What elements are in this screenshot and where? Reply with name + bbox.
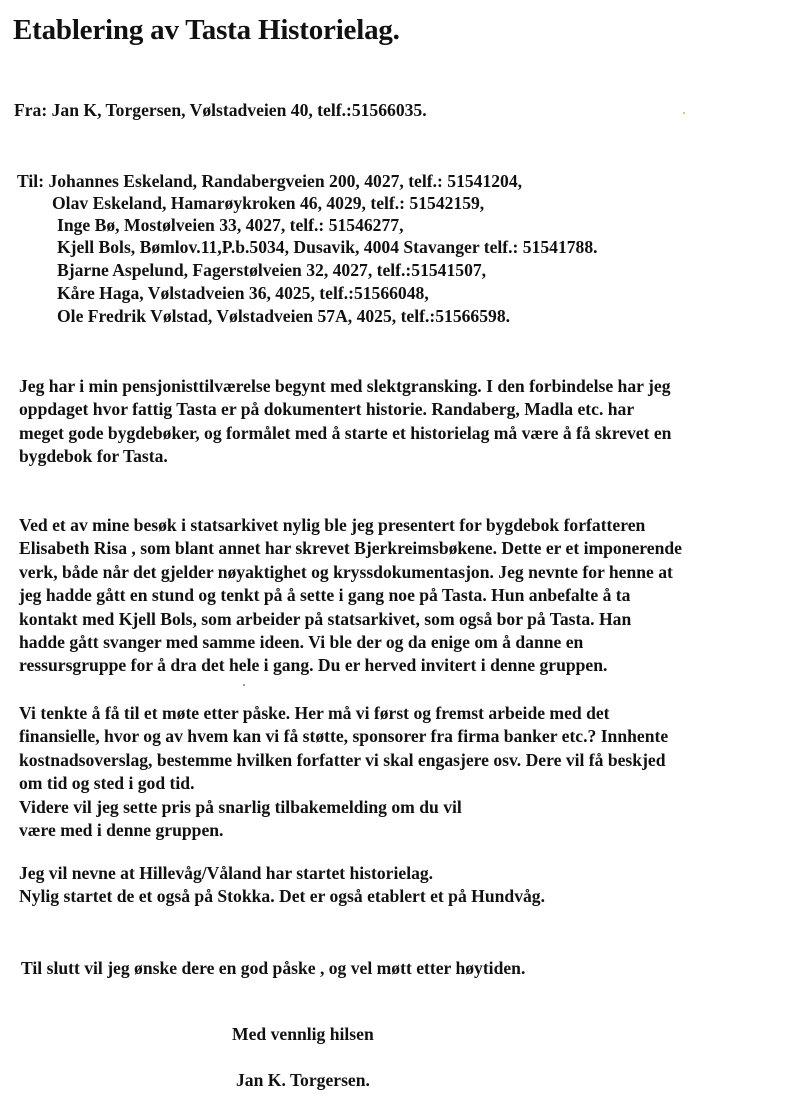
paragraph-line: Nylig startet de et også på Stokka. Det er også etablert et på Hundvåg. <box>19 886 545 907</box>
scan-speck <box>683 112 685 114</box>
paragraph-line: bygdebok for Tasta. <box>19 446 168 467</box>
paragraph-line: Elisabeth Risa , som blant annet har skrevet Bjerkreimsbøkene. Dette er et imponerende <box>19 538 682 559</box>
paragraph-line: oppdaget hvor fattig Tasta er på dokumentert historie. Randaberg, Madla etc. har <box>19 399 635 420</box>
paragraph-line: Ved et av mine besøk i statsarkivet nylig ble jeg presentert for bygdebok forfatteren <box>19 515 646 535</box>
paragraph-line: finansielle, hvor og av hvem kan vi få støtte, sponsorer fra firma banker etc.? Innhente <box>19 726 669 747</box>
document-title: Etablering av Tasta Historielag. <box>13 14 400 46</box>
recipient-line: Inge Bø, Mostølveien 33, 4027, telf.: 51546277, <box>57 215 404 235</box>
paragraph-intro <box>19 375 789 469</box>
closing-line: Til slutt vil jeg ønske dere en god påske , og vel møtt etter høytiden. <box>21 958 526 978</box>
paragraph-line: meget gode bygdebøker, og formålet med å starte et historielag må være å få skrevet en <box>19 422 672 443</box>
paragraph-statsarkivet <box>19 514 789 678</box>
paragraph-meeting <box>19 702 789 842</box>
greeting-line: Med vennlig hilsen <box>232 1024 374 1044</box>
paragraph-line: være med i denne gruppen. <box>19 820 224 841</box>
paragraph-line: om tid og sted i god tid. <box>19 773 195 794</box>
recipient-line: Til: Johannes Eskeland, Randabergveien 200, 4027, telf.: 51541204, <box>17 171 523 191</box>
paragraph-line: kostnadsoverslag, bestemme hvilken forfatter vi skal engasjere osv. Dere vil få beskjed <box>19 749 666 770</box>
paragraph-line: Jeg vil nevne at Hillevåg/Våland har startet historielag. <box>19 863 434 883</box>
recipient-line: Bjarne Aspelund, Fagerstølveien 32, 4027, telf.:51541507, <box>57 260 487 280</box>
sender-line: Fra: Jan K, Torgersen, Vølstadveien 40, telf.:51566035. <box>14 100 427 120</box>
recipient-line: Ole Fredrik Vølstad, Vølstadveien 57A, 4025, telf.:51566598. <box>57 306 511 326</box>
paragraph-line: Jeg har i min pensjonisttilværelse begynt med slektgransking. I den forbindelse har jeg <box>19 376 671 396</box>
recipient-line: Olav Eskeland, Hamarøykroken 46, 4029, telf.: 51542159, <box>52 193 485 213</box>
paragraph-line: jeg hadde gått en stund og tenkt på å sette i gang noe på Tasta. Hun anbefalte å ta <box>19 585 631 606</box>
signature-line: Jan K. Torgersen. <box>236 1070 370 1090</box>
recipient-line: Kjell Bols, Bømlov.11,P.b.5034, Dusavik, 4004 Stavanger telf.: 51541788. <box>57 237 598 257</box>
paragraph-line: hadde gått svanger med samme ideen. Vi ble der og da enige om å danne en <box>19 632 584 653</box>
paragraph-line: verk, både når det gjelder nøyaktighet og kryssdokumentasjon. Jeg nevnte for henne at <box>19 561 673 582</box>
recipient-line: Kåre Haga, Vølstadveien 36, 4025, telf.:51566048, <box>57 283 429 303</box>
paragraph-line: ressursgruppe for å dra det hele i gang. Du er herved invitert i denne gruppen. <box>19 655 608 676</box>
paragraph-line: Videre vil jeg sette pris på snarlig tilbakemelding om du vil <box>19 796 462 817</box>
paragraph-line: kontakt med Kjell Bols, som arbeider på statsarkivet, som også bor på Tasta. Han <box>19 608 632 629</box>
paragraph-line: Vi tenkte å få til et møte etter påske. Her må vi først og fremst arbeide med det <box>19 703 610 723</box>
scan-speck <box>243 684 245 686</box>
paragraph-other-historielag <box>19 862 789 909</box>
